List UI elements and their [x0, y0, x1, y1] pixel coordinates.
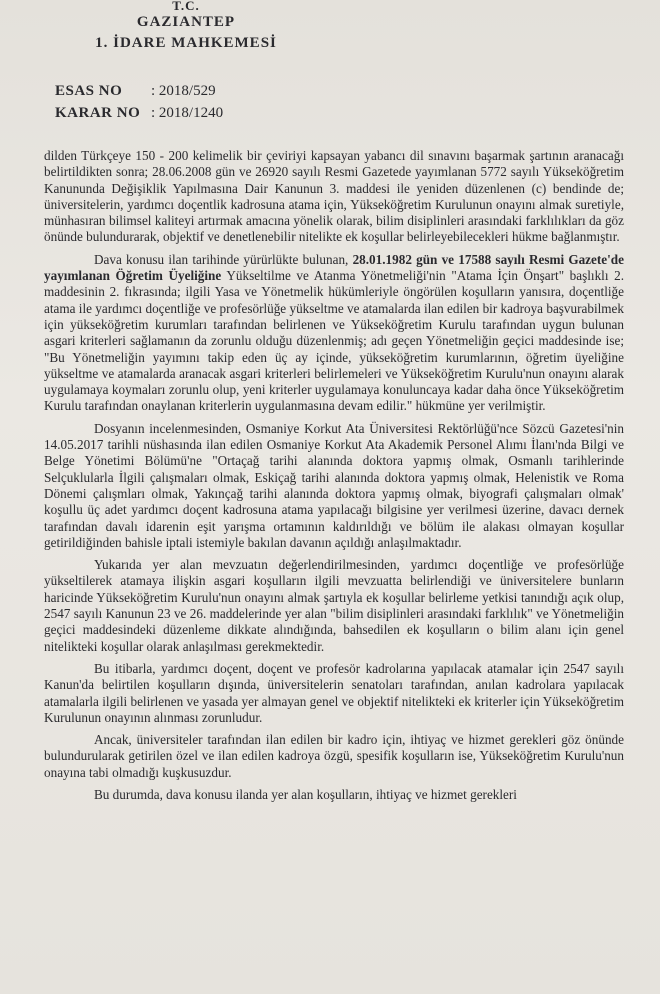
esas-value: : 2018/529 — [151, 83, 216, 99]
document-body — [44, 148, 624, 809]
karar-row — [55, 102, 223, 124]
paragraph-3: Dosyanın incelenmesinden, Osmaniye Korkut Ata Üniversitesi Rektörlüğü'nce Sözcü Gazetesi'nin 14.05.2017 tarihli nüshasında ilan edilen Osmaniye Korkut Ata Akademik Personel Alımı İlanı'nda Bilgi ve Belge Yönetimi Bölümü'ne "Ortaçağ tarihi alanında doktora yapmış olmak, Osmanlı tarihlerinde Selçuklularla İlgili çalışmaları olmak, Eskiçağ tarihi alanında doktora yapmış olmak, Helenistik ve Roma Dönemi çalışmları olmak, Yakınçağ tarihi alanında doktora yapmış olmak, biyografi çalışmaları olmak' koşullu üç adet yardımcı doçent kadrosuna atama yapılacağı bilgisine yer verilmesi üzerine, davacı dernek tarafından davalı idarenin eşit yarışma ortamının kaldırıldığı ve bölüm ile alakası olmayan koşullar getirildiğinden bahisle iptali istemiyle bakılan davanın açıldığı anlaşılmaktadır. — [44, 420, 624, 550]
paragraph-1: dilden Türkçeye 150 - 200 kelimelik bir çeviriyi kapsayan yabancı dil sınavını başarmak şartının aranacağı belirtildikten sonra; 28.06.2008 gün ve 26920 sayılı Resmi Gazetede yayımlanan 5772 sayılı Yükseköğretim Kanununda Değişiklik Yapılmasına Dair Kanunun 3. maddesi ile yeniden düzenlenen (c) bendinde de; üniversitelerin, yardımcı doçentlik kadrosuna atama için, Yükseköğretim Kurulunun onayını almak suretiyle, münhasıran bilimsel kaliteyi artırmak amacına yönelik olarak, bilim disiplinleri arasındaki farklılıkları da göz önünde bulundurarak, objektif ve denetlenebilir nitelikte ek koşullar belirleyebilecekleri hükme bağlanmıştır. — [44, 148, 624, 245]
paragraph-7: Bu durumda, dava konusu ilanda yer alan koşulların, ihtiyaç ve hizmet gerekleri — [94, 786, 517, 802]
karar-label: KARAR NO — [55, 105, 141, 121]
court-header — [66, 0, 306, 54]
court-heading: 1. İDARE MAHKEMESİ — [95, 35, 277, 51]
paragraph-2-intro: Dava konusu ilan tarihinde yürürlükte bulunan, — [94, 251, 353, 267]
paragraph-6: Ancak, üniversiteler tarafından ilan edilen bir kadro için, ihtiyaç ve hizmet gerekleri göz önünde bulundurularak getirilen özel ve ilan edilen kadroya özgü, spesifik koşulların ise, Yükseköğretim Kurulu'nun onayına tabi olmadığı kuşkusuzdur. — [44, 732, 624, 780]
paragraph-2-rest: Yükseltilme ve Atanma Yönetmeliği'nin "Atama İçin Önşart" başlıklı 2. maddesinin 2. fıkrasında; ilgili Yasa ve Yönetmelik hükümleriyle öngörülen koşulların yanısıra, doçentliğe atama ile yardımcı doçentliğe ve profesörlüğe yükseltme ve atamalarda ilan edilen bir kadroya başvurabilmek için yükseköğretim kurumları tarafından belirlenen ve Yükseköğretim Kurulu tarafından uygun bulunan asgari kriterleri sağlamanın da zorunlu olduğu düzenlenmiş; adı geçen Yönetmeliğin geçici maddesinde ise; "Bu Yönetmeliğin yayımını takip eden üç ay içinde, yükseköğretim kurumlarının, öğretim üyeliğine yükseltme ve atamalarda aranacak asgari kriterleri belirlemeleri ve Yükseköğretim Kurulu'nun onayını alarak uygulamaya koymaları zorunlu olup, yeni kriterler uygulamaya konuluncaya kadar daha önce Yükseköğretim Kurulu tarafından onaylanan kriterlerin uygulanmasına devam edilir." hükmüne yer verilmiştir. — [44, 268, 624, 414]
karar-value: : 2018/1240 — [151, 105, 224, 121]
city-heading: GAZIANTEP — [136, 14, 236, 30]
paragraph-4: Yukarıda yer alan mevzuatın değerlendirilmesinden, yardımcı doçentliğe ve profesörlüğe yükseltilerek atamaya ilişkin asgari koşulların ilgili mevzuatta belirlendiği ve üniversitelere bunların haricinde Yükseköğretim Kurulu'nun onayını almak şartıyla ek koşullar belirleme yetkisi tanındığı açık olup, 2547 sayılı Kanunun 23 ve 26. maddelerinde yer alan "bilim disiplinleri arasındaki farklılık" ve Yönetmeliğin geçici maddesindeki düzenleme dikkate alındığında, bahsedilen ek koşulların o bilim alanı için genel nitelikteki koşullar olarak anlaşılması gerekmektedir. — [44, 557, 624, 654]
tc-heading: T.C. — [172, 0, 200, 12]
paragraph-2 — [44, 252, 624, 415]
paragraph-5: Bu itibarla, yardımcı doçent, doçent ve profesör kadrolarına yapılacak atamalar için 2547 sayılı Kanun'da belirtilen koşulların dışında, üniversitelerin senatoları tarafından, anılan kadrolara yapılacak atamalarla ilgili belirlenen ve yasada yer almayan genel ve objektif nitelikteki ek kriterler için Yükseköğretim Kurulunun onayının alınması zorunludur. — [44, 660, 624, 725]
esas-label: ESAS NO — [55, 83, 123, 99]
esas-row — [55, 80, 223, 102]
case-meta — [55, 80, 223, 124]
paragraph-2-bold: 28.01.1982 gün ve 17588 sayılı Resmi Gazete'de yayımlanan Öğretim Üyeliğine — [44, 251, 624, 284]
